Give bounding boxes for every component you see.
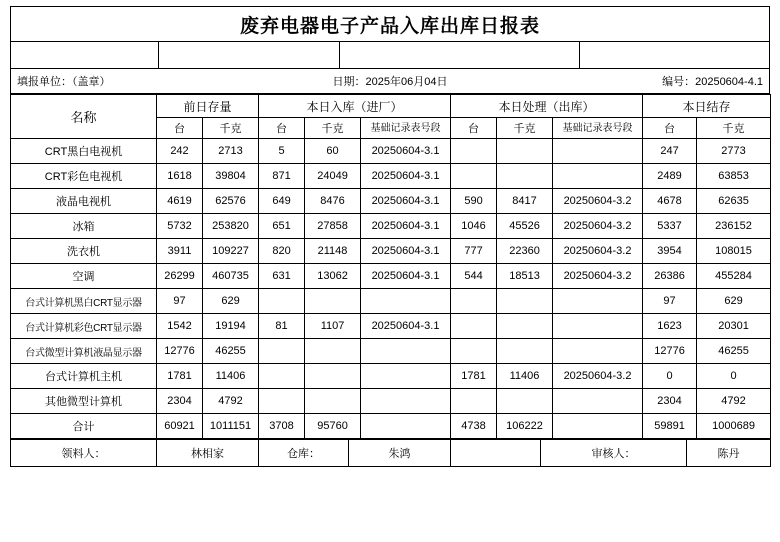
row-name: 台式计算机黑白CRT显示器 [11,289,157,314]
row-end-kg: 62635 [697,189,771,214]
row-in-tai [259,289,305,314]
auditor-label: 审核人： [541,440,687,467]
spacer-cell-4 [580,42,769,68]
row-prev-kg: 253820 [203,214,259,239]
row-out-kg: 11406 [497,364,553,389]
row-end-tai: 1623 [643,314,697,339]
report-page [0,6,780,542]
row-end-tai: 12776 [643,339,697,364]
th-end-tai: 台 [643,118,697,139]
row-in-tai: 631 [259,264,305,289]
row-in-ref [361,364,451,389]
row-prev-kg: 109227 [203,239,259,264]
table-row [11,139,771,164]
row-prev-tai: 12776 [157,339,203,364]
row-end-tai: 247 [643,139,697,164]
row-in-tai [259,364,305,389]
warehouse-value: 朱鸿 [349,440,451,467]
row-end-kg: 63853 [697,164,771,189]
row-end-kg: 629 [697,289,771,314]
row-out-tai: 544 [451,264,497,289]
row-prev-tai: 1618 [157,164,203,189]
row-prev-kg: 460735 [203,264,259,289]
row-end-kg: 20301 [697,314,771,339]
row-in-ref: 20250604-3.1 [361,314,451,339]
reporting-unit-label: 填报单位：（盖章） [17,76,111,88]
report-number-label: 编号：20250604-4.1 [662,76,763,88]
row-out-kg: 8417 [497,189,553,214]
total-name: 合计 [11,414,157,439]
spacer-cell-1 [11,42,159,68]
row-in-ref: 20250604-3.1 [361,264,451,289]
row-end-tai: 0 [643,364,697,389]
meta-row [10,69,770,94]
row-prev-kg: 4792 [203,389,259,414]
row-out-kg [497,314,553,339]
th-out-tai: 台 [451,118,497,139]
warehouse-label: 仓库： [259,440,349,467]
row-out-ref: 20250604-3.2 [553,239,643,264]
auditor-value: 陈丹 [687,440,771,467]
row-prev-tai: 2304 [157,389,203,414]
row-in-tai: 81 [259,314,305,339]
row-prev-kg: 62576 [203,189,259,214]
row-out-ref [553,389,643,414]
total-prev-kg: 1011151 [203,414,259,439]
row-out-kg: 22360 [497,239,553,264]
th-out-kg: 千克 [497,118,553,139]
row-name: 冰箱 [11,214,157,239]
total-prev-tai: 60921 [157,414,203,439]
row-prev-tai: 5732 [157,214,203,239]
row-prev-tai: 1781 [157,364,203,389]
row-prev-tai: 4619 [157,189,203,214]
th-in-today: 本日入库（进厂） [259,95,451,118]
row-out-tai [451,164,497,189]
row-out-ref: 20250604-3.2 [553,214,643,239]
report-title-row [10,6,770,42]
receiver-label: 领料人： [11,440,157,467]
table-row [11,264,771,289]
row-out-ref: 20250604-3.2 [553,264,643,289]
row-out-tai [451,289,497,314]
spacer-cell-3 [340,42,581,68]
total-end-kg: 1000689 [697,414,771,439]
row-name: 空调 [11,264,157,289]
row-in-ref: 20250604-3.1 [361,164,451,189]
row-name: CRT彩色电视机 [11,164,157,189]
row-out-ref: 20250604-3.2 [553,364,643,389]
page-title: 废弃电器电子产品入库出库日报表 [239,15,540,37]
row-out-tai: 777 [451,239,497,264]
th-in-tai: 台 [259,118,305,139]
row-out-ref [553,314,643,339]
row-in-tai: 820 [259,239,305,264]
row-prev-kg: 11406 [203,364,259,389]
row-out-ref: 20250604-3.2 [553,189,643,214]
row-in-ref [361,289,451,314]
table-row [11,314,771,339]
row-out-tai: 1781 [451,364,497,389]
row-prev-tai: 242 [157,139,203,164]
row-end-tai: 3954 [643,239,697,264]
row-in-kg [305,339,361,364]
row-in-tai: 649 [259,189,305,214]
row-name: 其他微型计算机 [11,389,157,414]
row-out-ref [553,289,643,314]
row-name: 台式微型计算机液晶显示器 [11,339,157,364]
row-prev-kg: 46255 [203,339,259,364]
row-prev-tai: 26299 [157,264,203,289]
row-in-kg: 13062 [305,264,361,289]
signature-blank-cell [451,440,541,467]
row-out-kg [497,289,553,314]
row-out-ref [553,339,643,364]
row-end-kg: 4792 [697,389,771,414]
row-out-tai: 590 [451,189,497,214]
row-in-kg: 24049 [305,164,361,189]
th-prev-stock: 前日存量 [157,95,259,118]
table-row [11,389,771,414]
row-in-tai [259,339,305,364]
row-end-kg: 236152 [697,214,771,239]
total-end-tai: 59891 [643,414,697,439]
row-in-ref [361,339,451,364]
row-out-ref [553,139,643,164]
row-prev-tai: 3911 [157,239,203,264]
report-date-label: 日期：2025年06月04日 [332,76,448,88]
row-out-ref [553,164,643,189]
row-in-ref [361,389,451,414]
total-out-ref [553,414,643,439]
row-in-kg: 27858 [305,214,361,239]
row-end-tai: 5337 [643,214,697,239]
row-name: 洗衣机 [11,239,157,264]
row-end-kg: 108015 [697,239,771,264]
th-prev-kg: 千克 [203,118,259,139]
row-out-tai [451,314,497,339]
row-in-tai: 651 [259,214,305,239]
table-total-row [11,414,771,439]
table-row [11,239,771,264]
table-row [11,364,771,389]
row-in-ref: 20250604-3.1 [361,214,451,239]
row-in-ref: 20250604-3.1 [361,139,451,164]
row-end-tai: 2489 [643,164,697,189]
row-name: 液晶电视机 [11,189,157,214]
row-prev-kg: 39804 [203,164,259,189]
row-out-kg: 45526 [497,214,553,239]
report-table [10,94,771,439]
total-in-tai: 3708 [259,414,305,439]
row-in-tai: 871 [259,164,305,189]
th-end-kg: 千克 [697,118,771,139]
signature-row [10,439,771,467]
row-in-kg: 8476 [305,189,361,214]
row-out-tai [451,389,497,414]
total-out-kg: 106222 [497,414,553,439]
row-out-kg [497,389,553,414]
row-out-kg [497,139,553,164]
total-out-tai: 4738 [451,414,497,439]
row-end-kg: 455284 [697,264,771,289]
total-in-ref [361,414,451,439]
row-end-tai: 4678 [643,189,697,214]
th-end-stock: 本日结存 [643,95,771,118]
th-name: 名称 [11,95,157,139]
row-prev-tai: 97 [157,289,203,314]
table-row [11,189,771,214]
table-row [11,289,771,314]
row-prev-tai: 1542 [157,314,203,339]
row-out-tai: 1046 [451,214,497,239]
row-end-tai: 26386 [643,264,697,289]
row-in-kg [305,364,361,389]
th-in-kg: 千克 [305,118,361,139]
row-end-kg: 0 [697,364,771,389]
row-in-kg: 21148 [305,239,361,264]
row-in-kg [305,289,361,314]
row-name: 台式计算机彩色CRT显示器 [11,314,157,339]
table-row [11,164,771,189]
row-end-tai: 97 [643,289,697,314]
row-in-kg: 1107 [305,314,361,339]
row-in-kg: 60 [305,139,361,164]
row-prev-kg: 19194 [203,314,259,339]
th-prev-tai: 台 [157,118,203,139]
row-out-tai [451,139,497,164]
row-in-ref: 20250604-3.1 [361,189,451,214]
row-in-tai [259,389,305,414]
blank-spacer-row [10,42,770,69]
row-in-kg [305,389,361,414]
row-prev-kg: 629 [203,289,259,314]
row-end-kg: 2773 [697,139,771,164]
row-prev-kg: 2713 [203,139,259,164]
row-in-ref: 20250604-3.1 [361,239,451,264]
row-in-tai: 5 [259,139,305,164]
table-row [11,339,771,364]
row-name: 台式计算机主机 [11,364,157,389]
row-out-kg: 18513 [497,264,553,289]
receiver-value: 林相家 [157,440,259,467]
total-in-kg: 95760 [305,414,361,439]
table-row [11,214,771,239]
row-end-kg: 46255 [697,339,771,364]
row-out-tai [451,339,497,364]
spacer-cell-2 [159,42,340,68]
th-out-ref: 基础记录表号段 [553,118,643,139]
th-process-today: 本日处理（出库） [451,95,643,118]
row-end-tai: 2304 [643,389,697,414]
row-out-kg [497,339,553,364]
th-in-ref: 基础记录表号段 [361,118,451,139]
row-out-kg [497,164,553,189]
row-name: CRT黑白电视机 [11,139,157,164]
